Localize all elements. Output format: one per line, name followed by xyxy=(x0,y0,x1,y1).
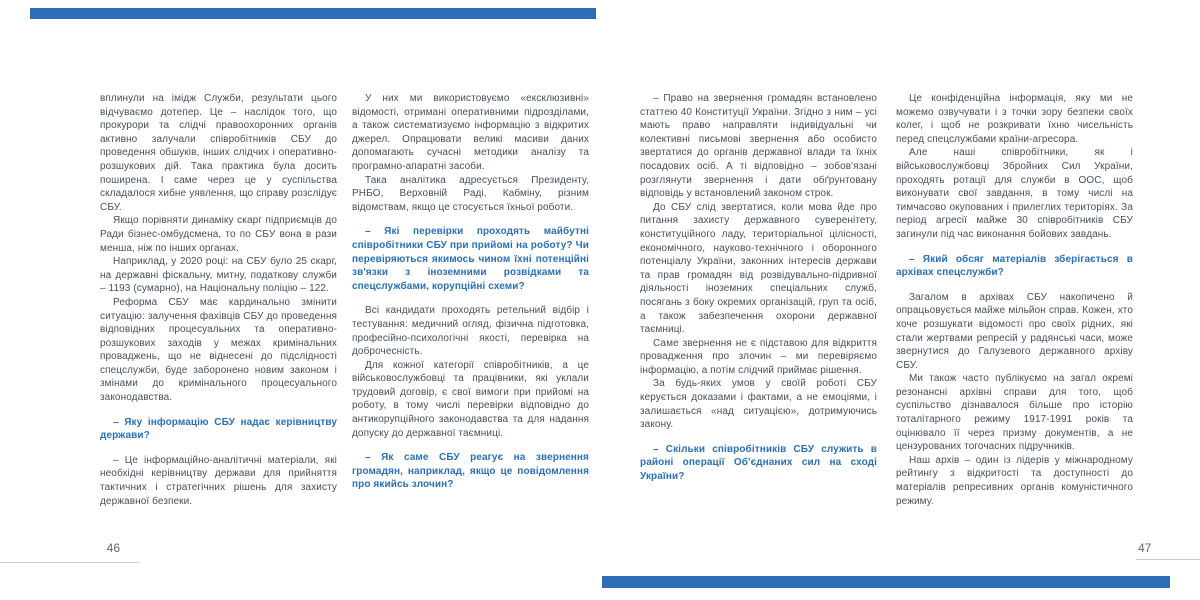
interview-question-heading: – Як саме СБУ реагує на звернення громадян, наприклад, якщо це повідомлення про якийсь злочин? xyxy=(352,452,589,491)
paragraph: Ми також часто публікуємо на загал окремі резонансні архівні справи для того, щоб суспільство дізнавалося більше про історію тоталітарного режиму 1917-1991 років та оцінювало її через призму документів, а не цензурованих тогочасних підручників. xyxy=(896,373,1133,453)
paragraph: Всі кандидати проходять ретельний відбір і тестування: медичний огляд, фізична підготовка, професійно-психологічні якості, перевірка на доброчесність. xyxy=(352,305,589,358)
page-rule-left xyxy=(0,562,140,563)
page-number-left: 46 xyxy=(106,541,120,555)
paragraph: – Право на звернення громадян встановлено статтею 40 Конституції України. Згідно з ним – усі мають право направляти індивідуальні чи колективні письмові звернення або особисто звертатися до органів державної влади та їхніх посадових осіб. А ті відповідно – зобов'язані розглянути звернення і дати обґрунтовану відповідь у встановлений законом строк. xyxy=(640,93,877,200)
paragraph: Реформа СБУ має кардинально змінити ситуацію: залучення фахівців СБУ до проведення відповідних процесуальних та оперативно-розшукових заходів у межах кримінальних проваджень, що не віднесені до підслідності спецслужби, буде заборонено новим законом і змінами до кримінального процесуального законодавства. xyxy=(100,296,337,404)
paragraph: Для кожної категорії співробітників, а це військовослужбовці та працівники, які уклали трудовий договір, є свої вимоги при прийомі на роботу, в тому числі перевірки відповідно до антикорупційного законодавства та для надання допуску до державної таємниці. xyxy=(352,359,589,439)
page-rule-right xyxy=(1136,559,1200,560)
text-column-2 xyxy=(352,92,589,503)
paragraph: Це конфіденційна інформація, яку ми не можемо озвучувати і з точки зору безпеки своїх колег, і щоб не розкривати їхню чисельність перед спецслужбами країни-агресора. xyxy=(896,93,1133,145)
page-number-right: 47 xyxy=(1138,541,1152,555)
paragraph: вплинули на імідж Служби, результати цього відчуваємо дотепер. Це – наслідок того, що прокурори та слідчі правоохоронних органів активно залучали співробітників СБУ до проведення обшуків, інших слідчих і оперативно-розшукових дій. Така практика була досить поширена. І саме через це у суспільства складалося хибне уявлення, що справу розслідує СБУ. xyxy=(100,93,337,213)
paragraph: Така аналітика адресується Президенту, РНБО, Верховній Раді, Кабміну, різним відомствам, якщо це стосується їхньої роботи. xyxy=(352,174,589,213)
bottom-right-accent-bar xyxy=(602,576,1170,588)
paragraph: Наприклад, у 2020 році: на СБУ було 25 скарг, на державні фіскальну, митну, податкову служби – 1193 (сумарно), на Національну поліцію – 122. xyxy=(100,256,337,295)
interview-question-heading: – Який обсяг матеріалів зберігається в архівах спецслужби? xyxy=(896,253,1133,279)
paragraph: – Це інформаційно-аналітичні матеріали, які необхідні керівництву держави для прийняття тактичних і стратегічних рішень для захисту державної безпеки. xyxy=(100,454,337,507)
paragraph: Саме звернення не є підставою для відкриття провадження про злочин – ми перевіряємо інформацію, а потім слідчий приймає рішення. xyxy=(640,337,877,376)
text-column-4 xyxy=(896,92,1133,508)
paragraph: Наш архів – один із лідерів у міжнародному рейтингу з відкритості та доступності до матеріалів репресивних органів комуністичного режиму. xyxy=(896,454,1133,507)
text-column-1 xyxy=(100,92,337,508)
paragraph: Якщо порівняти динаміку скарг підприємців до Ради бізнес-омбудсмена, то по СБУ вона в рази менша, ніж по інших органах. xyxy=(100,215,337,254)
paragraph: Але наші співробітники, як і військовослужбовці Збройних Сил України, проходять ротації для служби в ООС, щоб виконувати свої завдання, в тому числі на тимчасово окупованих і прилеглих територіях. За період агресії майже 30 співробітників СБУ загинули під час виконання бойових завдань. xyxy=(896,147,1133,240)
interview-question-heading: – Скільки співробітників СБУ служить в районі операції Об'єднаних сил на сході України? xyxy=(640,443,877,483)
paragraph: За будь-яких умов у своїй роботі СБУ керується доказами і фактами, а не емоціями, і залишається «над ситуацією», дотримуючись закону. xyxy=(640,378,877,431)
paragraph: Загалом в архівах СБУ накопичено й опрацьовується майже мільйон справ. Кожен, хто хоче розшукати відомості про своїх рідних, які стали жертвами репресій у радянські часи, може звернутися до Галузевого державного архіву СБУ. xyxy=(896,291,1133,371)
top-left-accent-bar xyxy=(30,8,596,19)
interview-question-heading: – Які перевірки проходять майбутні співробітники СБУ при прийомі на роботу? Чи перевіряються якимось чином їхні потенційні зв'язки з іноземними розвідками та спецслужбами, корупційні схеми? xyxy=(352,226,589,292)
text-column-3 xyxy=(640,92,877,495)
paragraph: У них ми використовуємо «ексклюзивні» відомості, отримані оперативними підрозділами, а також систематизуємо інформацію з відкритих джерел. Опрацювати великі масиви даних допомагають сучасні методики аналізу та програмно-апаратні засоби. xyxy=(352,93,589,172)
paragraph: До СБУ слід звертатися, коли мова йде про питання захисту державного суверенітету, конституційного ладу, територіальної цілісності, економічного, науково-технічного і оборонного потенціалу України, законних інтересів держави та прав громадян від розвідувально-підривної діяльності іноземних спеціальних служб, посягань з боку окремих організацій, груп та осіб, а також забезпечення охорони державної таємниці. xyxy=(640,201,877,336)
interview-question-heading: – Яку інформацію СБУ надає керівництву держави? xyxy=(100,416,337,442)
